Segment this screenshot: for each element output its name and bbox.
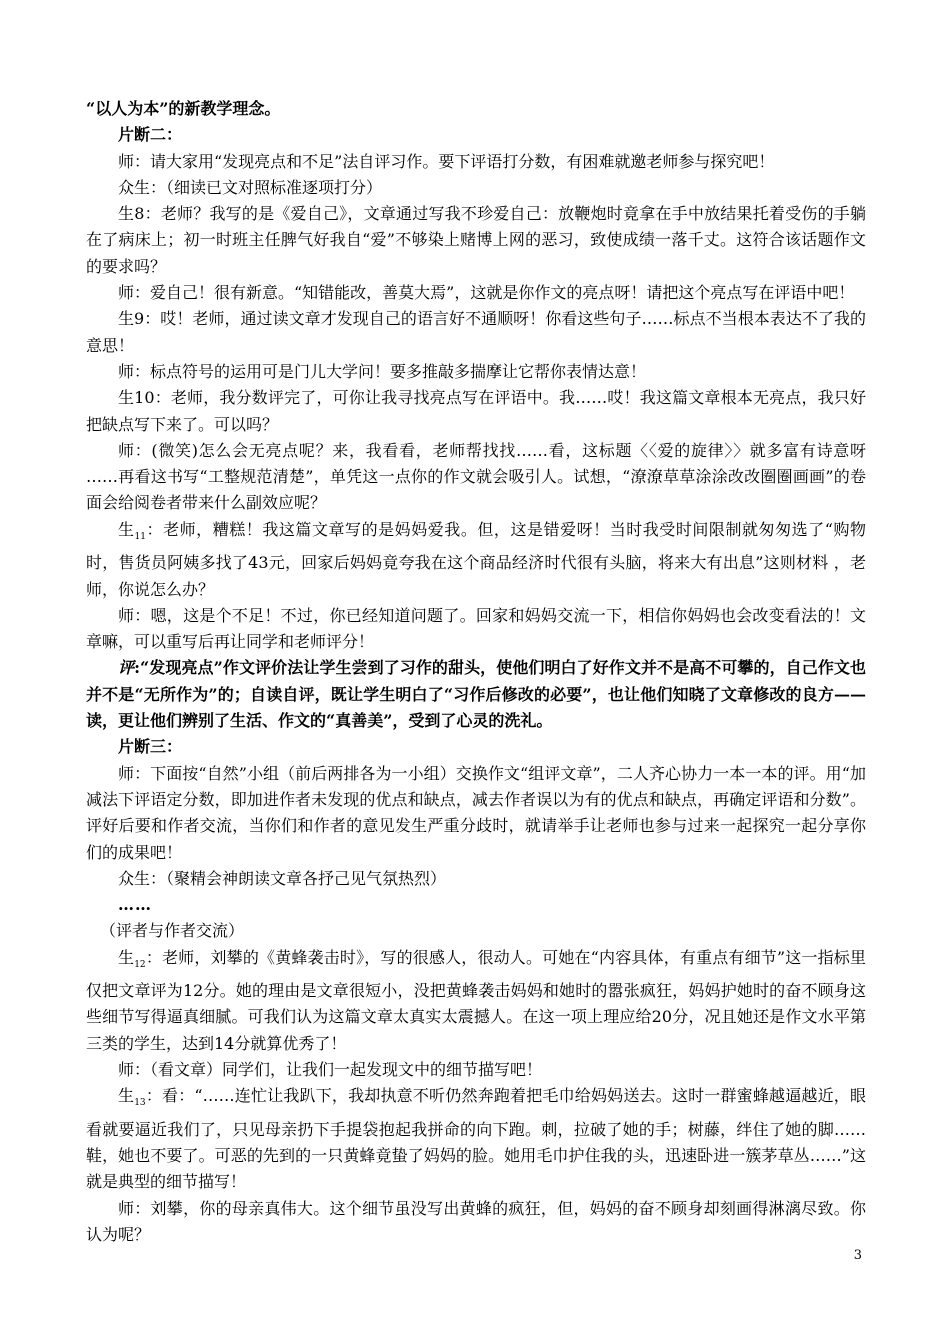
paragraph [86, 945, 866, 1057]
paragraph: 生10：老师，我分数评完了，可你让我寻找亮点写在评语中。我……哎！我这篇文章根本无亮点，我只好把缺点写下来了。可以吗？ [86, 388, 866, 434]
paragraph: 师：标点符号的运用可是门儿大学问！要多推敲多揣摩让它帮你表情达意！ [118, 361, 647, 381]
paragraph: 师：刘攀，你的母亲真伟大。这个细节虽没写出黄蜂的疯狂，但，妈妈的奋不顾身却刻画得淋漓尽致。你认为呢？ [86, 1198, 866, 1245]
paragraph-text: ：看：“……连忙让我趴下，我却执意不听仍然奔跑着把毛巾给妈妈送去。这时一群蜜蜂越逼越近，眼看就要逼近我们了，只见母亲扔下手提袋抱起我拼命的向下跑。刺，拉破了她的手；树藤，绊住了她的脚……鞋，她也不要了。可恶的先到的一只黄蜂竟蛰了妈妈的脸。她用毛巾护住我的头，迅速卧进一簇茅草丛……”这就是典型的细节描写！ [86, 1086, 866, 1192]
speaker-number: 13 [134, 1098, 146, 1109]
page-number: 3 [853, 1248, 862, 1263]
paragraph [86, 1083, 866, 1195]
paragraph: 师：爱自己！很有新意。“知错能改，善莫大焉”，这就是你作文的亮点呀！请把这个亮点写在评语中吧！ [118, 283, 855, 303]
paragraph: 生9：哎！老师，通过读文章才发现自己的语言好不通顺呀！你看这些句子……标点不当根本表达不了我的意思！ [86, 309, 866, 355]
paragraph-text: ：老师，刘攀的《黄蜂袭击时》，写的很感人，很动人。可她在“内容具体，有重点有细节”这一指标里仅把文章评为12分。她的理由是文章很短小，没把黄蜂袭击妈妈和她时的嚣张疯狂，妈妈护她时的奋不顾身这些细节写得逼真细腻。可我们认为这篇文章太真实太震撼人。在这一项上理应给20分，况且她还是作文水平第三类的学生，达到14分就算优秀了！ [86, 947, 866, 1053]
speaker: 生 [118, 947, 135, 967]
paragraph: 众生：（细读已文对照标准逐项打分） [118, 177, 383, 197]
speaker-number: 12 [134, 959, 146, 970]
paragraph-intro: “以人为本”的新教学理念。 [86, 99, 281, 118]
speaker: 生 [118, 519, 135, 539]
paragraph: （评者与作者交流） [100, 921, 245, 941]
paragraph: 师：（看文章）同学们，让我们一起发现文中的细节描写吧！ [118, 1060, 543, 1080]
paragraph [86, 517, 866, 603]
paragraph: 师：请大家用“发现亮点和不足”法自评习作。要下评语打分数，有困难就邀老师参与探究吧！ [118, 151, 775, 171]
section-heading-2: 片断二： [118, 125, 183, 145]
speaker-number: 11 [134, 531, 146, 542]
document-page [86, 96, 866, 1248]
commentary-paragraph [86, 655, 866, 734]
commentary-label: 评 [118, 658, 135, 678]
paragraph-text: ：老师，糟糕！我这篇文章写的是妈妈爱我。但，这是错爱呀！当时我受时间限制就匆匆选了“购物时，售货员阿姨多找了43元，回家后妈妈竟夸我在这个商品经济时代很有头脑，将来大有出息”这则材料 ，老师，你说怎么办？ [86, 519, 866, 599]
paragraph: 师：下面按“自然”小组（前后两排各为一小组）交换作文“组评文章”，二人齐心协力一本一本的评。用“加减法下评语定分数，即加进作者未发现的优点和缺点，减去作者误以为有的优点和缺点，再确定评语和分数”。评好后要和作者交流，当你们和作者的意见发生严重分歧时，就请举手让老师也参与过来一起探究一起分享你们的成果吧！ [86, 763, 866, 862]
paragraph: 师：嗯，这是个不足！不过，你已经知道问题了。回家和妈妈交流一下，相信你妈妈也会改变看法的！文章嘛，可以重写后再让同学和老师评分！ [86, 605, 866, 652]
section-heading-3: 片断三： [118, 737, 183, 757]
paragraph: 生8：老师？我写的是《爱自己》，文章通过写我不珍爱自己：放鞭炮时竟拿在手中放结果托着受伤的手躺在了病床上；初一时班主任脾气好我自“爱”不够染上赌博上网的恶习，致使成绩一落千丈。这符合该话题作文的要求吗？ [86, 204, 866, 276]
commentary-text: :“发现亮点”作文评价法让学生尝到了习作的甜头，使他们明白了好作文并不是高不可攀的，自己作文也并不是“无所作为”的；自读自评，既让学生明白了“习作后修改的必要”，也让他们知晓了文章修改的良方——读，更让他们辨别了生活、作文的“真善美”，受到了心灵的洗礼。 [86, 658, 866, 731]
paragraph: 师：(微笑)怎么会无亮点呢？来，我看看，老师帮找找……看，这标题〈〈爱的旋律〉〉就多富有诗意呀 ……再看这书写“工整规范清楚”，单凭这一点你的作文就会吸引人。试想，“潦潦草草涂涂改改圈圈画画”的卷面会给阅卷者带来什么副效应呢？ [86, 440, 866, 513]
ellipsis-line: …… [118, 895, 152, 915]
paragraph: 众生：（聚精会神朗读文章各抒己见气氛热烈） [118, 868, 447, 888]
speaker: 生 [118, 1086, 135, 1106]
